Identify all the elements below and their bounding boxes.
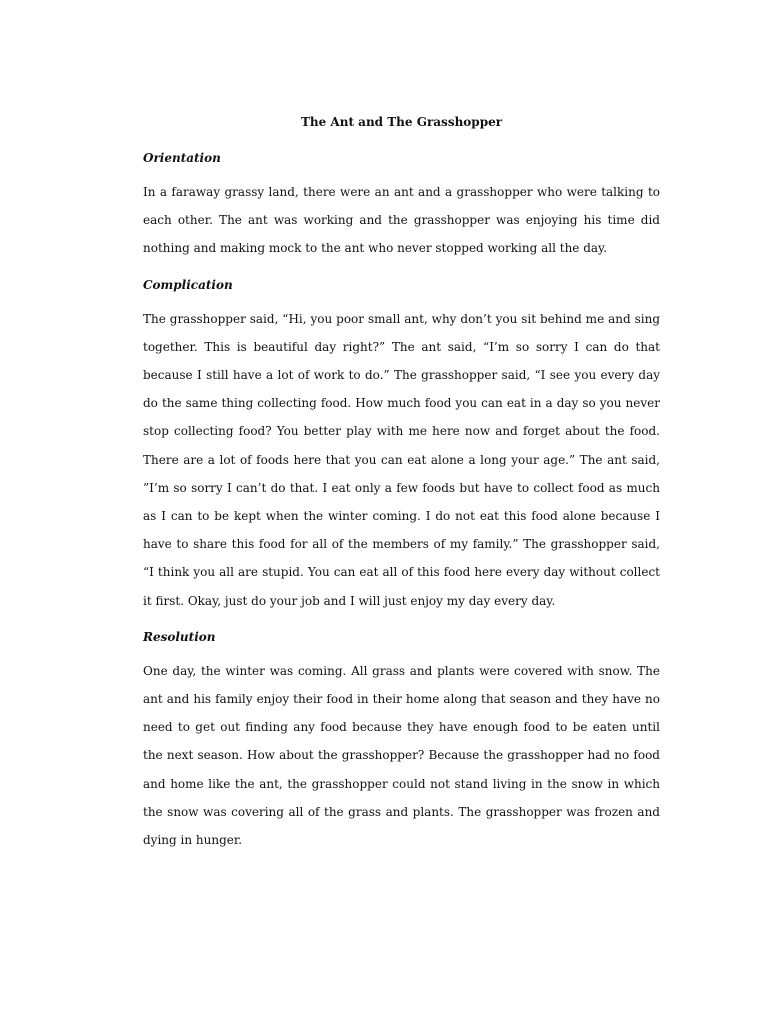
section-heading-orientation: Orientation — [143, 151, 221, 165]
paragraph-complication: The grasshopper said, “Hi, you poor small ant, why don’t you sit behind me and sing together. This is beautiful day right?” The ant said, “I’m so sorry I can do that because I still have a lot of work to do.” The grasshopper said, “I see you every day do the same thing collecting food. How much food you can eat in a day so you never stop collecting food? You better play with me here now and forget about the food. There are a lot of foods here that you can eat alone a long your age.” The ant said, ”I’m so sorry I can’t do that. I eat only a few foods but have to collect food as much as I can to be kept when the winter coming. I do not eat this food alone because I have to share this food for all of the members of my family.” The grasshopper said, “I think you all are stupid. You can eat all of this food here every day without collect it first. Okay, just do your job and I will just enjoy my day every day. — [143, 311, 660, 608]
section-orientation — [143, 148, 660, 263]
section-heading-resolution: Resolution — [143, 629, 216, 644]
document-body — [143, 112, 660, 854]
document-title: The Ant and The Grasshopper — [300, 115, 503, 129]
section-heading-complication: Complication — [143, 277, 233, 292]
section-resolution — [143, 627, 660, 854]
paragraph-orientation: In a faraway grassy land, there were an ant and a grasshopper who were talking to each other. The ant was working and the grasshopper was enjoying his time did nothing and making mock to the ant who never stopped working all the day. — [143, 185, 660, 256]
section-complication — [143, 275, 660, 615]
paragraph-resolution: One day, the winter was coming. All grass and plants were covered with snow. The ant and his family enjoy their food in their home along that season and they have no need to get out finding any food because they have enough food to be eaten until the next season. How about the grasshopper? Because the grasshopper had no food and home like the ant, the grasshopper could not stand living in the snow in which the snow was covering all of the grass and plants. The grasshopper was frozen and dying in hunger. — [143, 663, 660, 848]
